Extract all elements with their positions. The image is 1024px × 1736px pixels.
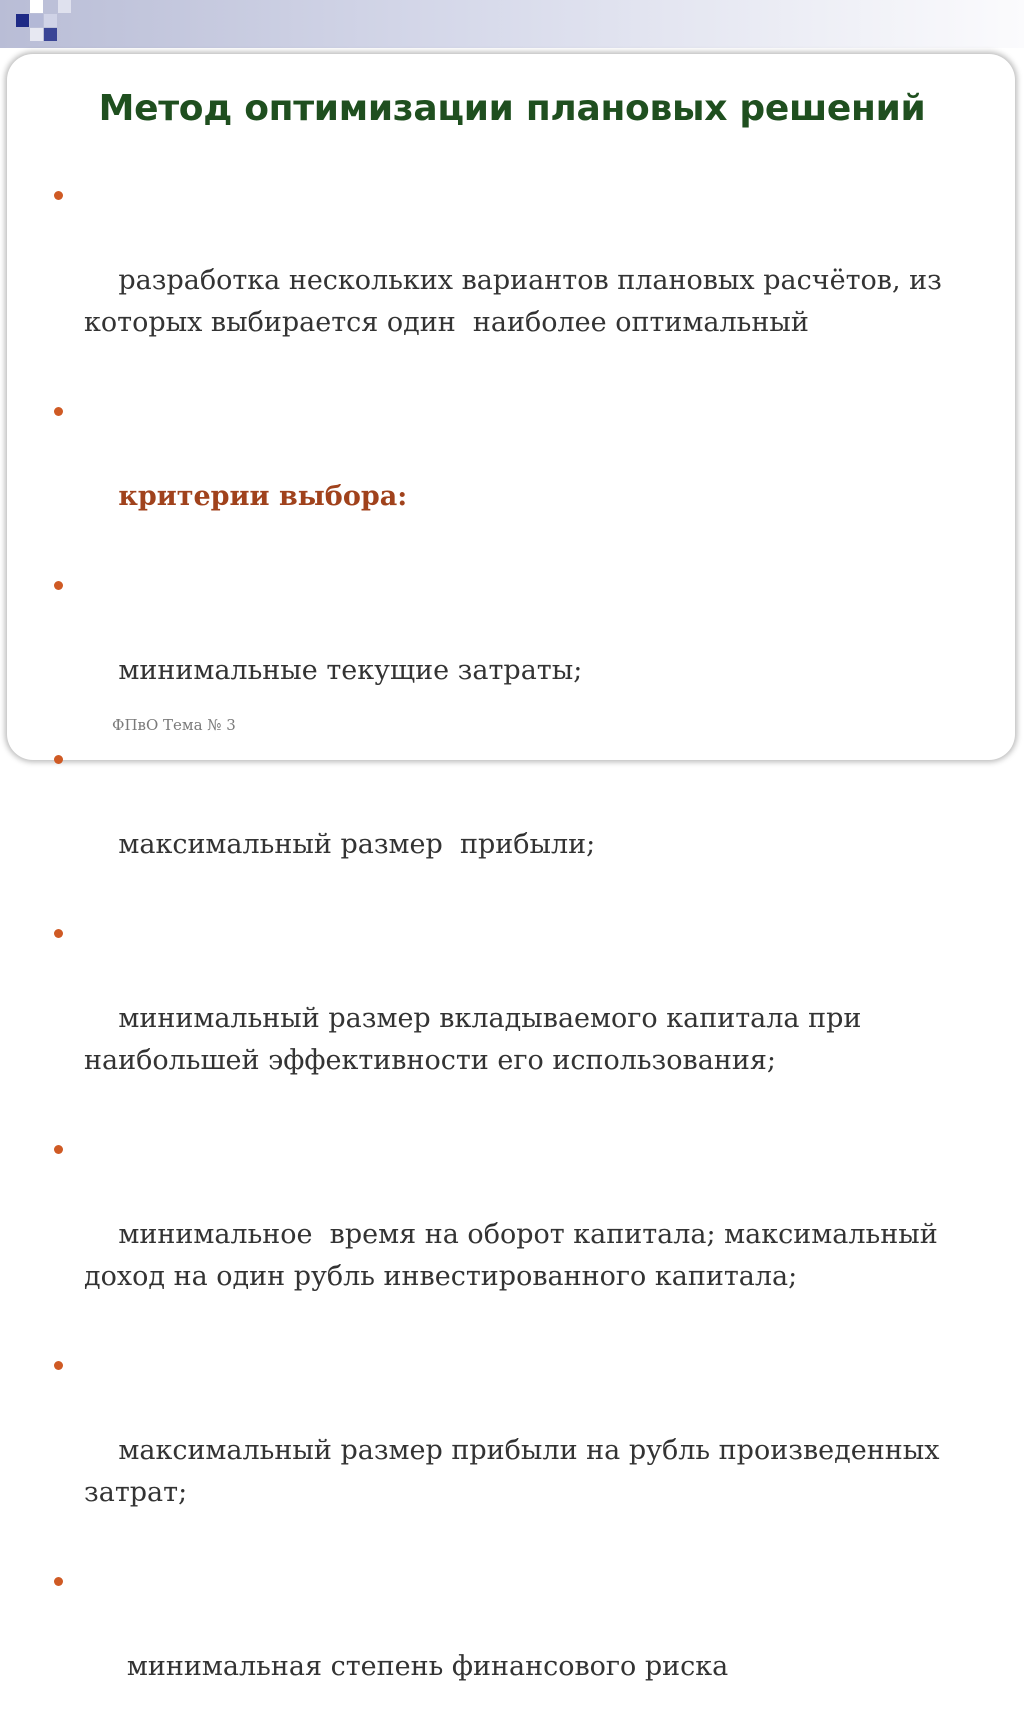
bullet-dot-icon — [54, 1145, 63, 1154]
list-item-text: максимальный размер прибыли на рубль произведенных затрат; — [84, 1435, 949, 1508]
list-item — [52, 1562, 1002, 1730]
decor-square — [44, 28, 57, 41]
list-item — [52, 566, 1002, 734]
list-item-text: минимальное время на оборот капитала; максимальный доход на один рубль инвестированного капитала; — [84, 1219, 947, 1292]
decor-square — [44, 14, 57, 27]
bullet-dot-icon — [54, 191, 63, 200]
bullet-dot-icon — [54, 407, 63, 416]
list-item-criteria-heading — [52, 392, 1002, 560]
decor-square — [16, 14, 29, 27]
bullet-list — [52, 176, 1002, 1736]
list-item — [52, 1346, 1002, 1556]
decor-square — [30, 0, 43, 13]
header-band — [0, 0, 1024, 48]
bullet-dot-icon — [54, 581, 63, 590]
decor-square — [58, 0, 71, 13]
list-item-text: минимальные текущие затраты; — [118, 655, 583, 686]
bullet-dot-icon — [54, 929, 63, 938]
list-item-text: максимальный размер прибыли; — [118, 829, 596, 860]
list-item — [52, 176, 1002, 386]
list-item-text: критерии выбора: — [118, 481, 408, 512]
list-item — [52, 1130, 1002, 1340]
list-item — [52, 914, 1002, 1124]
slide-footer: ФПвО Тема № 3 — [112, 716, 236, 734]
list-item-text: разработка нескольких вариантов плановых расчётов, из которых выбирается один наиболее оптимальный — [84, 265, 951, 338]
bullet-dot-icon — [54, 1361, 63, 1370]
list-item — [52, 740, 1002, 908]
list-item-text: минимальная степень финансового риска — [118, 1651, 729, 1682]
decor-square — [30, 14, 43, 27]
bullet-dot-icon — [54, 755, 63, 764]
list-item-text: минимальный размер вкладываемого капитала при наибольшей эффективности его использования; — [84, 1003, 870, 1076]
bullet-dot-icon — [54, 1577, 63, 1586]
decor-square — [30, 28, 43, 41]
slide-title: Метод оптимизации плановых решений — [98, 88, 926, 129]
